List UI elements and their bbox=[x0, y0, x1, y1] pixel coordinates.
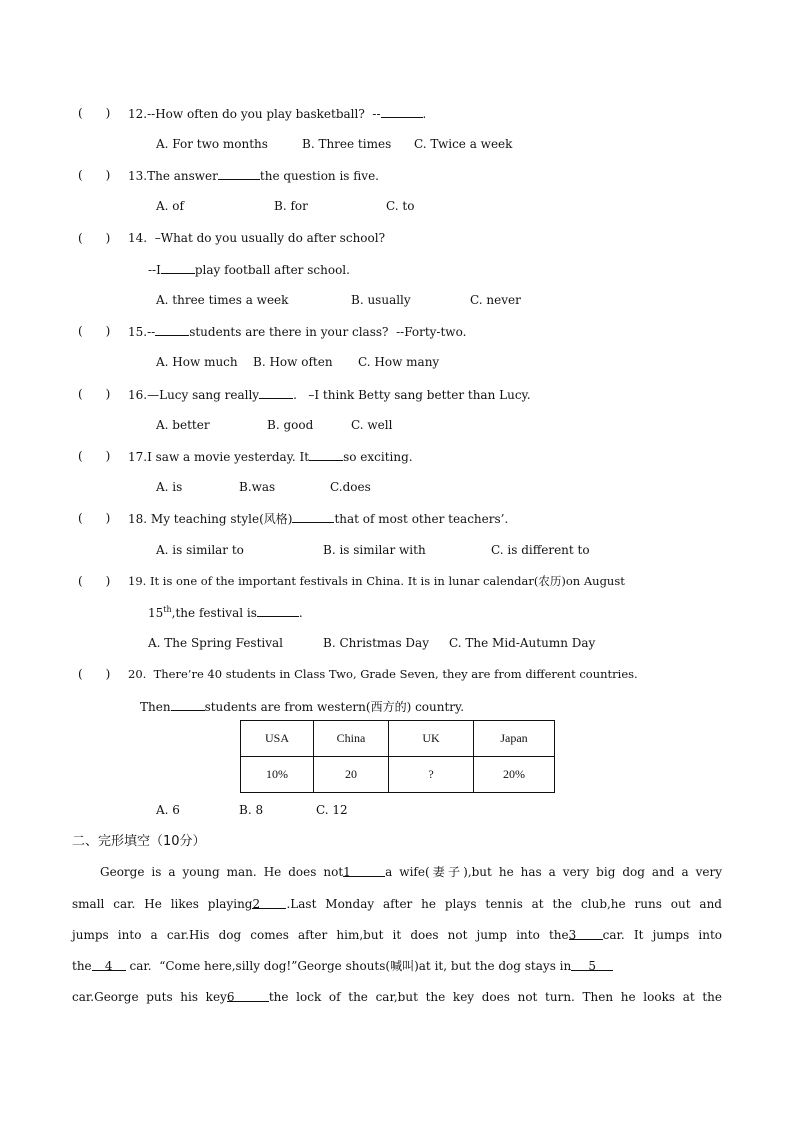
q13-blank[interactable] bbox=[218, 167, 260, 180]
q17-option-c[interactable]: C.does bbox=[330, 480, 371, 494]
q20-option-b[interactable]: B. 8 bbox=[239, 803, 264, 817]
q20-option-c[interactable]: C. 12 bbox=[316, 803, 348, 817]
table-cell-japan: 20% bbox=[474, 757, 555, 793]
q16-stem: 16.—Lucy sang really . –I think Betty sang better than Lucy. bbox=[128, 388, 531, 402]
cloze-blank-4[interactable]: 4 bbox=[92, 958, 126, 971]
q17-paren: ( ) bbox=[78, 449, 111, 463]
q16-option-a[interactable]: A. better bbox=[156, 418, 210, 432]
cloze-blank-5[interactable]: 5 bbox=[571, 958, 613, 971]
q19-stem: 19. It is one of the important festivals in China. It is in lunar calendar(农历)on August bbox=[128, 574, 625, 588]
q13-option-c[interactable]: C. to bbox=[386, 199, 415, 213]
q13-option-a[interactable]: A. of bbox=[156, 199, 184, 213]
cloze-line-4: the 4 car. “Come here,silly dog!”George shouts(喊叫)at it, but the dog stays in 5 bbox=[72, 958, 613, 974]
q20-stem: 20. There’re 40 students in Class Two, Grade Seven, they are from different countries. bbox=[128, 667, 638, 681]
q17-blank[interactable] bbox=[309, 448, 343, 461]
q15-option-a[interactable]: A. How much bbox=[156, 355, 238, 369]
cloze-line-5: car.George puts his key6 the lock of the car,but the key does not turn. Then he looks at the bbox=[72, 990, 722, 1004]
q16-blank[interactable] bbox=[259, 386, 293, 399]
q12-blank[interactable] bbox=[381, 105, 423, 118]
cloze-line-1: George is a young man. He does not1 a wife(妻子),but he has a very big dog and a very bbox=[100, 865, 722, 879]
q13-paren: ( ) bbox=[78, 168, 111, 182]
country-ratio-table bbox=[240, 720, 555, 793]
q17-option-b[interactable]: B.was bbox=[239, 480, 276, 494]
q19-paren: ( ) bbox=[78, 574, 111, 588]
q17-option-a[interactable]: A. is bbox=[156, 480, 183, 494]
q14-stem: 14. –What do you usually do after school? bbox=[128, 231, 386, 245]
q15-blank[interactable] bbox=[155, 323, 189, 336]
table-row bbox=[241, 721, 555, 757]
q14-option-b[interactable]: B. usually bbox=[351, 293, 411, 307]
section-title: 二、完形填空（10分） bbox=[72, 834, 206, 849]
q15-option-b[interactable]: B. How often bbox=[253, 355, 333, 369]
q12-option-a[interactable]: A. For two months bbox=[156, 137, 268, 151]
table-cell-usa: 10% bbox=[241, 757, 314, 793]
cloze-blank-1[interactable]: 1 bbox=[343, 864, 385, 877]
q20-blank[interactable] bbox=[171, 698, 205, 711]
table-cell-china: 20 bbox=[314, 757, 389, 793]
q14-line2: --I play football after school. bbox=[148, 263, 350, 277]
q15-stem: 15.-- students are there in your class? --Forty-two. bbox=[128, 325, 467, 339]
cloze-line-3: jumps into a car.His dog comes after him,but it does not jump into the3 car. It jumps into bbox=[72, 928, 722, 942]
q13-option-b[interactable]: B. for bbox=[274, 199, 308, 213]
table-header-japan: Japan bbox=[474, 721, 555, 757]
q14-blank[interactable] bbox=[161, 261, 195, 274]
q19-blank[interactable] bbox=[257, 604, 299, 617]
q12-option-c[interactable]: C. Twice a week bbox=[414, 137, 513, 151]
q20-paren: ( ) bbox=[78, 667, 111, 681]
q12-paren: ( ) bbox=[78, 106, 111, 120]
q20-option-a[interactable]: A. 6 bbox=[156, 803, 180, 817]
q16-option-b[interactable]: B. good bbox=[267, 418, 314, 432]
q18-paren: ( ) bbox=[78, 511, 111, 525]
q19-line2: 15th,the festival is . bbox=[148, 605, 303, 620]
cloze-blank-3[interactable]: 3 bbox=[569, 927, 603, 940]
q14-option-c[interactable]: C. never bbox=[470, 293, 521, 307]
cloze-line-2: small car. He likes playing2 .Last Monday after he plays tennis at the club,he runs out and bbox=[72, 897, 722, 911]
q16-option-c[interactable]: C. well bbox=[351, 418, 393, 432]
q17-stem: 17.I saw a movie yesterday. It so exciting. bbox=[128, 450, 413, 464]
q19-option-b[interactable]: B. Christmas Day bbox=[323, 636, 429, 650]
q16-paren: ( ) bbox=[78, 387, 111, 401]
table-row bbox=[241, 757, 555, 793]
q15-paren: ( ) bbox=[78, 324, 111, 338]
q13-stem: 13.The answer the question is five. bbox=[128, 169, 379, 183]
q18-blank[interactable] bbox=[292, 510, 334, 523]
cloze-blank-2[interactable]: 2 bbox=[252, 896, 286, 909]
q12-stem: 12.--How often do you play basketball? -- . bbox=[128, 107, 427, 121]
q18-option-a[interactable]: A. is similar to bbox=[156, 543, 244, 557]
q19-option-c[interactable]: C. The Mid-Autumn Day bbox=[449, 636, 596, 650]
q14-option-a[interactable]: A. three times a week bbox=[156, 293, 289, 307]
table-header-usa: USA bbox=[241, 721, 314, 757]
q19-option-a[interactable]: A. The Spring Festival bbox=[148, 636, 284, 650]
q14-paren: ( ) bbox=[78, 231, 111, 245]
q20-line2: Then students are from western(西方的) country. bbox=[140, 700, 465, 714]
table-cell-uk: ? bbox=[389, 757, 474, 793]
table-header-uk: UK bbox=[389, 721, 474, 757]
q12-option-b[interactable]: B. Three times bbox=[302, 137, 392, 151]
q18-option-c[interactable]: C. is different to bbox=[491, 543, 590, 557]
q18-stem: 18. My teaching style(风格) that of most other teachers’. bbox=[128, 512, 509, 526]
table-header-china: China bbox=[314, 721, 389, 757]
cloze-blank-6[interactable]: 6 bbox=[227, 989, 269, 1002]
q18-option-b[interactable]: B. is similar with bbox=[323, 543, 426, 557]
q15-option-c[interactable]: C. How many bbox=[358, 355, 440, 369]
